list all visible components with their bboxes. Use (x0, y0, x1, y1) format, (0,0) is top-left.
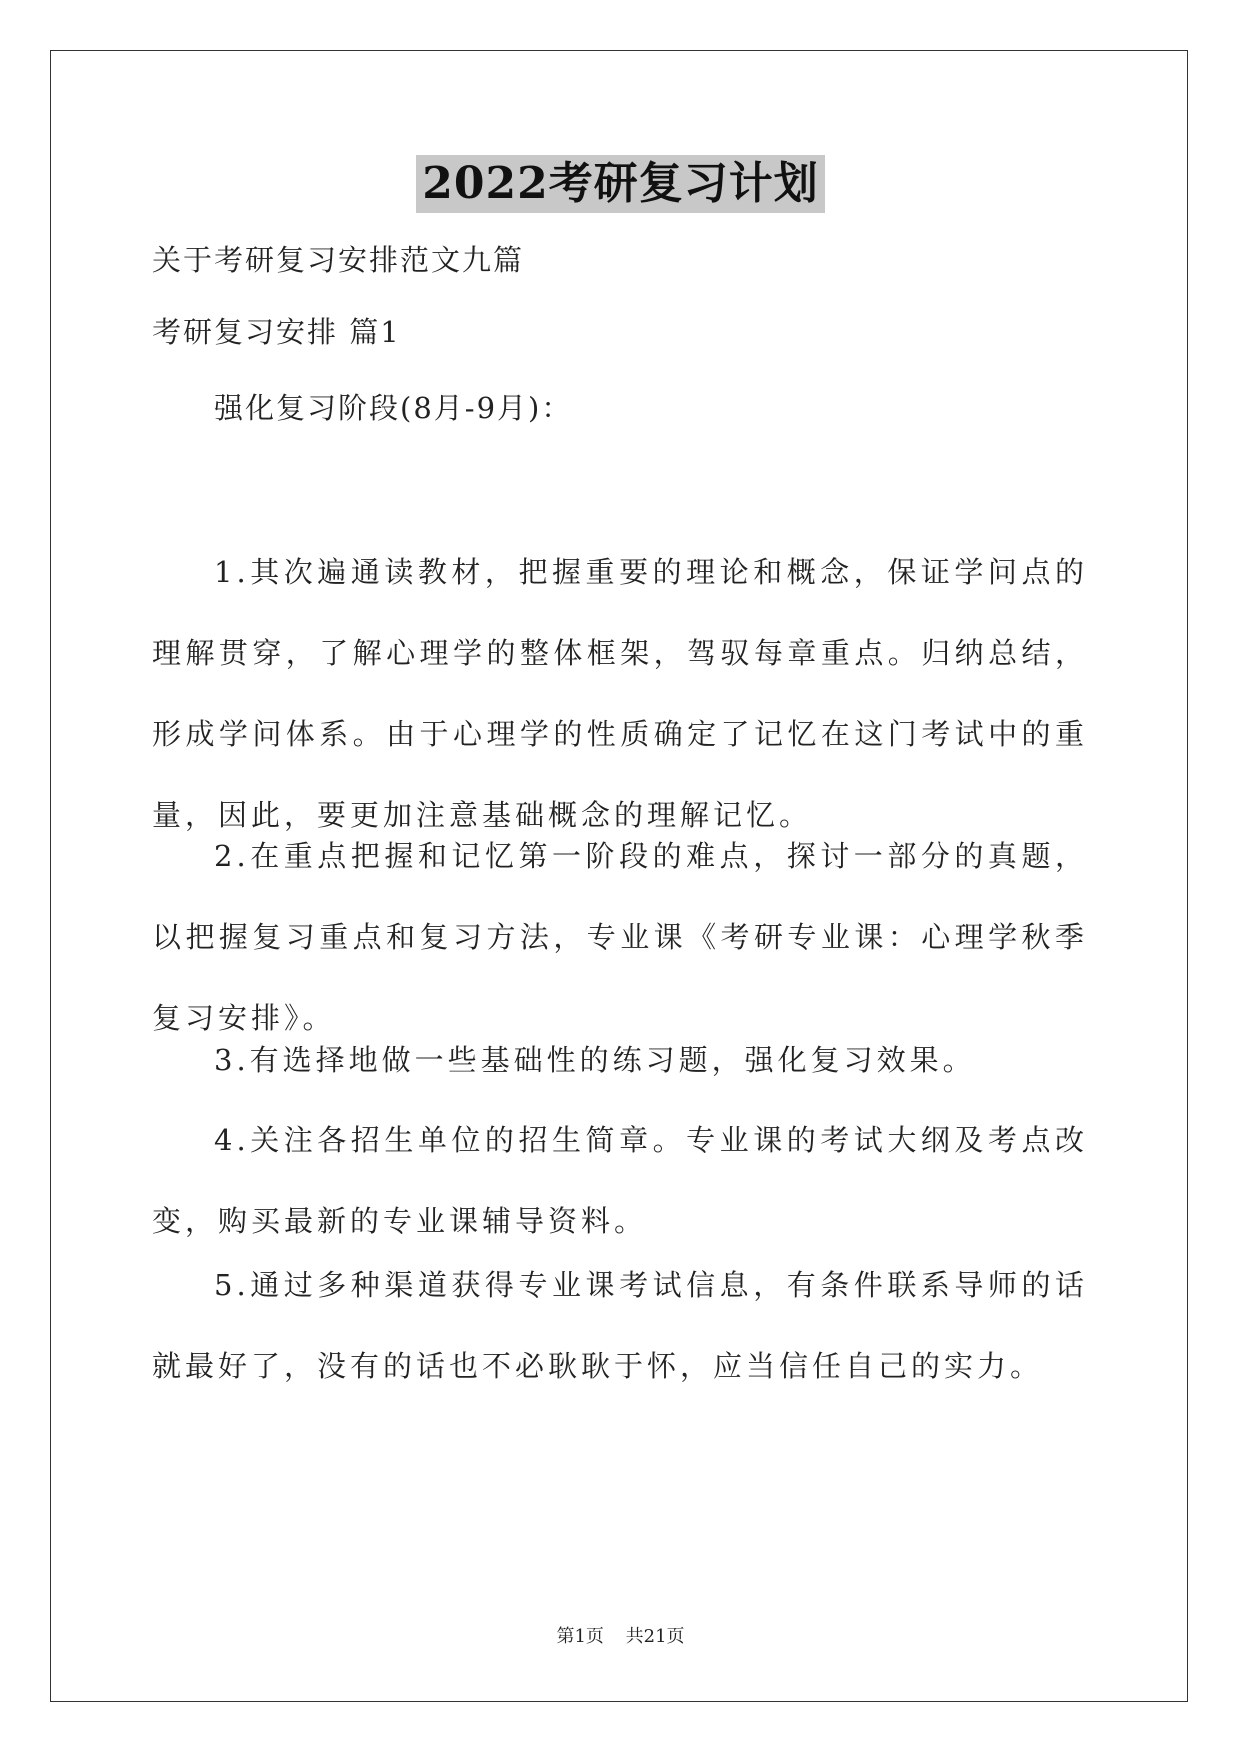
paragraph-3: 3.有选择地做一些基础性的练习题，强化复习效果。 (214, 1043, 976, 1077)
stage-heading: 强化复习阶段(8月-9月)： (214, 391, 573, 425)
document-subtitle: 关于考研复习安排范文九篇 (152, 243, 525, 277)
paragraph-2: 2.在重点把握和记忆第一阶段的难点，探讨一部分的真题，以把握复习重点和复习方法，专业课《考研专业课：心理学秋季复习安排》。 (152, 839, 1088, 1035)
section-heading: 考研复习安排 篇1 (152, 315, 401, 349)
title-container (0, 155, 1241, 213)
paragraph-5: 5.通过多种渠道获得专业课考试信息，有条件联系导师的话就最好了，没有的话也不必耿耿于怀，应当信任自己的实力。 (152, 1268, 1088, 1383)
page-number: 第1页 (556, 1626, 604, 1647)
paragraph-1: 1.其次遍通读教材，把握重要的理论和概念，保证学问点的理解贯穿，了解心理学的整体框架，驾驭每章重点。归纳总结，形成学问体系。由于心理学的性质确定了记忆在这门考试中的重量，因此，要更加注意基础概念的理解记忆。 (152, 555, 1088, 832)
page-total: 共21页 (625, 1626, 685, 1647)
document-title: 2022考研复习计划 (416, 155, 824, 213)
paragraph-4: 4.关注各招生单位的招生简章。专业课的考试大纲及考点改变，购买最新的专业课辅导资料。 (152, 1123, 1088, 1238)
page-footer (0, 1622, 1241, 1648)
